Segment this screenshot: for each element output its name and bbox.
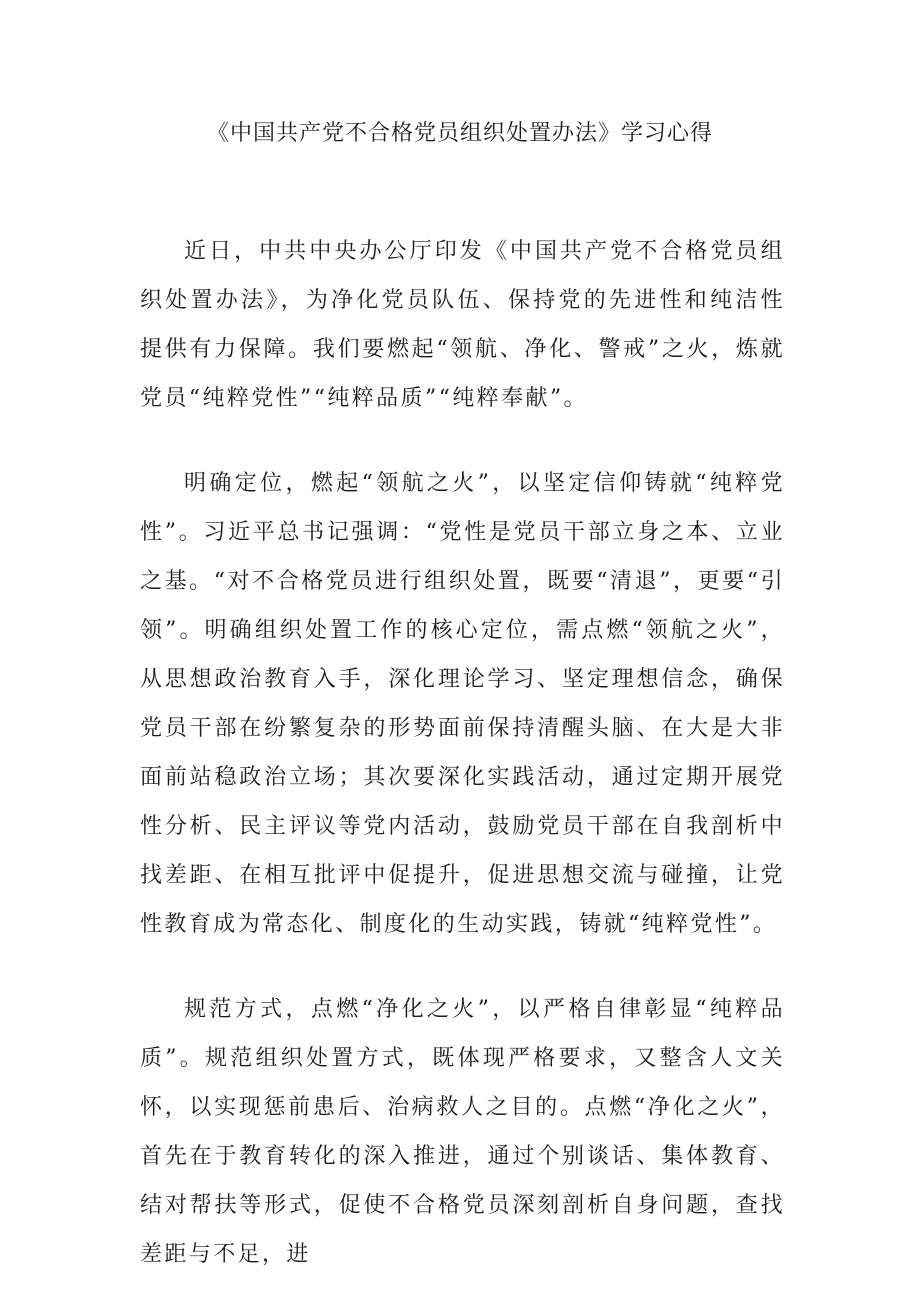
paragraph-purifying-fire: 规范方式，点燃“净化之火”，以严格自律彰显“纯粹品质”。规范组织处置方式，既体现严格要求，又整含人文关怀，以实现惩前患后、治病救人之目的。点燃“净化之火”，首先在于教育转化的深入推进，通过个别谈话、集体教育、结对帮扶等形式，促使不合格党员深刻剖析自身问题，查找差距与不足，进 xyxy=(140,997,785,1267)
paragraph-intro: 近日，中共中央办公厅印发《中国共产党不合格党员组织处置办法》，为净化党员队伍、保持党的先进性和纯洁性提供有力保障。我们要燃起“领航、净化、警戒”之火，炼就党员“纯粹党性”“纯粹品质”“纯粹奉献”。 xyxy=(140,239,785,411)
paragraph-leading-fire: 明确定位，燃起“领航之火”，以坚定信仰铸就“纯粹党性”。习近平总书记强调：“党性是党员干部立身之本、立业之基。“对不合格党员进行组织处置，既要“清退”，更要“引领”。明确组织处置工作的核心定位，需点燃“领航之火”，从思想政治教育入手，深化理论学习、坚定理想信念，确保党员干部在纷繁复杂的形势面前保持清醒头脑、在大是大非面前站稳政治立场；其次要深化实践活动，通过定期开展党性分析、民主评议等党内活动，鼓励党员干部在自我剖析中找差距、在相互批评中促提升，促进思想交流与碰撞，让党性教育成为常态化、制度化的生动实践，铸就“纯粹党性”。 xyxy=(140,471,785,937)
document-title: 《中国共产党不合格党员组织处置办法》学习心得 xyxy=(206,121,713,146)
document-body xyxy=(140,227,785,1315)
